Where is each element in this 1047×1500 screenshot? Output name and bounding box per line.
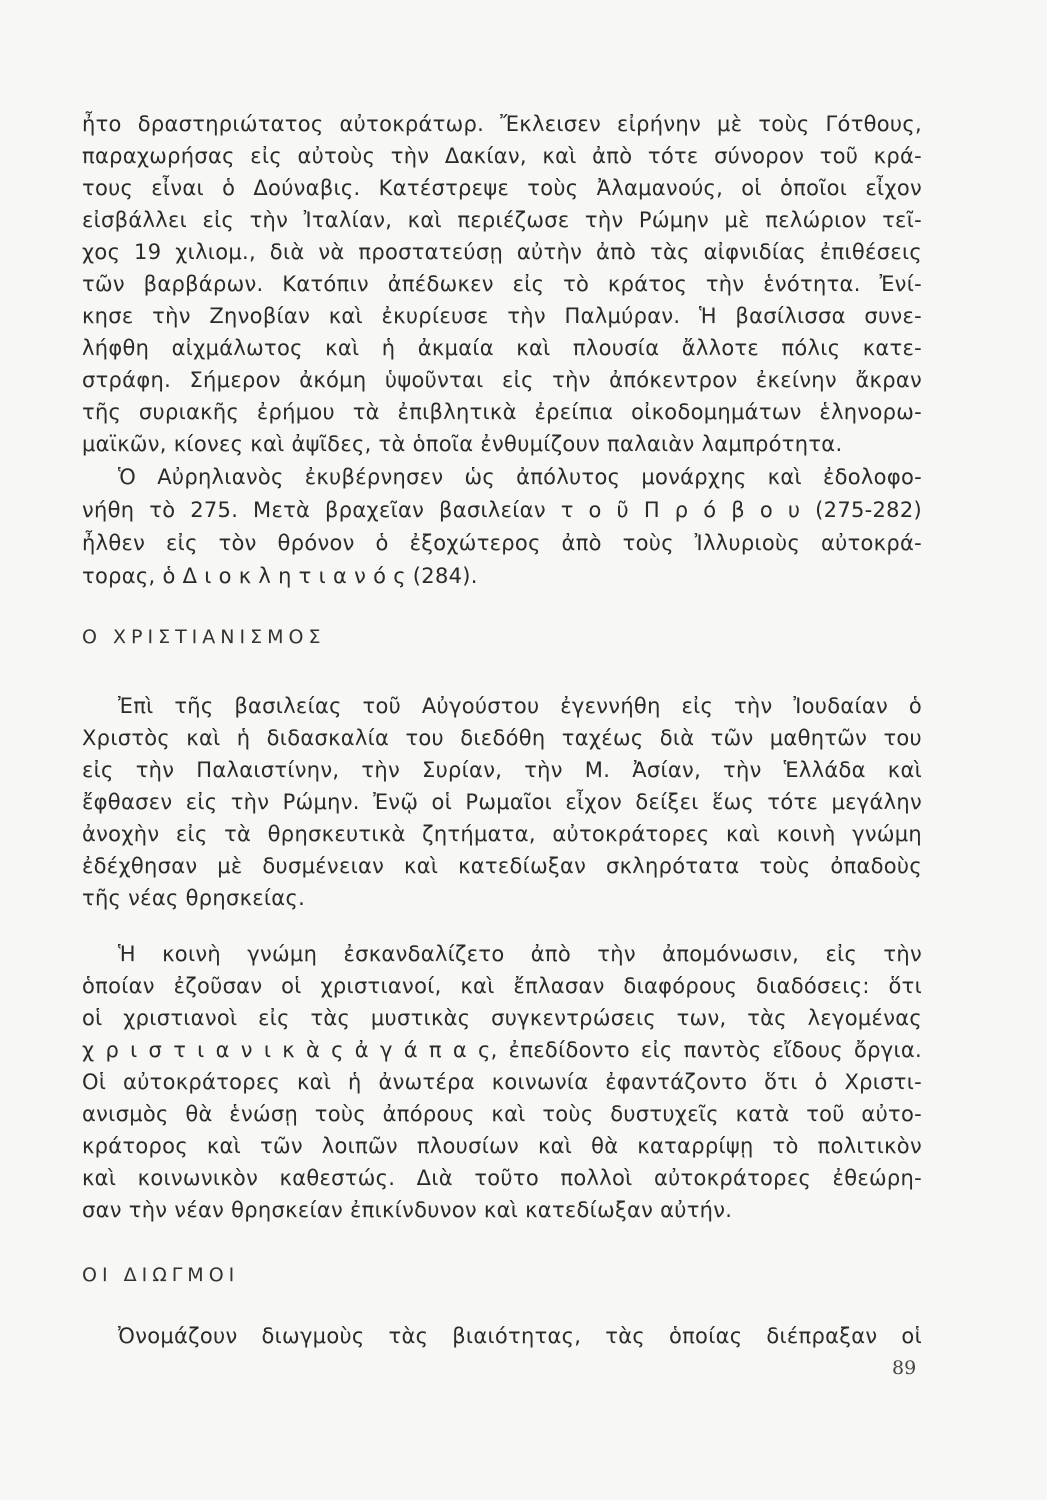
text-line: τους εἶναι ὁ Δούναβις. Κατέστρεψε τοὺς Ἀλαμανούς, οἱ ὁποῖοι εἶχον [82,176,922,200]
text-line: ανισμὸς θὰ ἑνώσῃ τοὺς ἀπόρους καὶ τοὺς δυστυχεῖς κατὰ τοῦ αὐτο- [82,1102,922,1126]
text-line: τῆς συριακῆς ἐρήμου τὰ ἐπιβλητικὰ ἐρείπια οἰκοδομημάτων ἑληνορω- [82,400,922,424]
text-line: χος 19 χιλιομ., διὰ νὰ προστατεύσῃ αὐτὴν ἀπὸ τὰς αἰφνιδίας ἐπιθέσεις [82,240,922,264]
text-line: χ ρ ι σ τ ι α ν ι κ ὰ ς ἀ γ ά π α ς, ἐπεδίδοντο εἰς παντὸς εἴδους ὄργια. [82,1038,922,1062]
text-line: Ἡ κοινὴ γνώμη ἐσκανδαλίζετο ἀπὸ τὴν ἀπομόνωσιν, εἰς τὴν [118,942,922,966]
text-line: κησε τὴν Ζηνοβίαν καὶ ἐκυρίευσε τὴν Παλμύραν. Ἡ βασίλισσα συνε- [82,304,922,328]
text-line: τορας, ὁ Δ ι ο κ λ η τ ι α ν ό ς (284). [82,564,478,588]
text-line: ἦλθεν εἰς τὸν θρόνον ὁ ἐξοχώτερος ἀπὸ τοὺς Ἰλλυριοὺς αὐτοκρά- [82,531,922,555]
text-line: κράτορος καὶ τῶν λοιπῶν πλουσίων καὶ θὰ καταρρίψῃ τὸ πολιτικὸν [82,1134,922,1158]
text-line: λήφθη αἰχμάλωτος καὶ ἡ ἀκμαία καὶ πλουσία ἄλλοτε πόλις κατε- [82,336,922,360]
page-number: 89 [892,1357,917,1379]
text-line: ὁποίαν ἐζοῦσαν οἱ χριστιανοί, καὶ ἔπλασαν διαφόρους διαδόσεις: ὅτι [82,974,922,998]
text-line: ἦτο δραστηριώτατος αὐτοκράτωρ. Ἔκλεισεν εἰρήνην μὲ τοὺς Γότθους, [82,112,922,136]
section-heading: Ο ΧΡΙΣΤΙΑΝΙΣΜΟΣ [82,626,326,648]
text-line: ἔφθασεν εἰς τὴν Ρώμην. Ἐνῷ οἱ Ρωμαῖοι εἶχον δείξει ἕως τότε μεγάλην [82,790,922,814]
text-line: νήθη τὸ 275. Μετὰ βραχεῖαν βασιλείαν τ ο ῦ Π ρ ό β ο υ (275-282) [82,498,922,522]
text-line: Ὁ Αὐρηλιανὸς ἐκυβέρνησεν ὡς ἀπόλυτος μονάρχης καὶ ἐδολοφο- [118,465,922,489]
text-line: Ὀνομάζουν διωγμοὺς τὰς βιαιότητας, τὰς ὁποίας διέπραξαν οἱ [118,1324,922,1348]
text-line: εἰσβάλλει εἰς τὴν Ἰταλίαν, καὶ περιέζωσε τὴν Ρώμην μὲ πελώριον τεῖ- [82,208,922,232]
text-line: τῆς νέας θρησκείας. [82,886,306,910]
text-line: παραχωρήσας εἰς αὐτοὺς τὴν Δακίαν, καὶ ἀπὸ τότε σύνορον τοῦ κρά- [82,144,922,168]
section-heading: ΟΙ ΔΙΩΓΜΟΙ [82,1264,240,1286]
text-line: καὶ κοινωνικὸν καθεστώς. Διὰ τοῦτο πολλοὶ αὐτοκράτορες ἐθεώρη- [82,1166,922,1190]
text-line: μαϊκῶν, κίονες καὶ ἀψῖδες, τὰ ὁποῖα ἐνθυμίζουν παλαιὰν λαμπρότητα. [82,432,843,456]
text-line: εἰς τὴν Παλαιστίνην, τὴν Συρίαν, τὴν Μ. Ἀσίαν, τὴν Ἑλλάδα καὶ [82,758,922,782]
text-line: ἀνοχὴν εἰς τὰ θρησκευτικὰ ζητήματα, αὐτοκράτορες καὶ κοινὴ γνώμη [82,822,922,846]
text-line: οἱ χριστιανοὶ εἰς τὰς μυστικὰς συγκεντρώσεις των, τὰς λεγομένας [82,1006,922,1030]
text-line: Οἱ αὐτοκράτορες καὶ ἡ ἀνωτέρα κοινωνία ἐφαντάζοντο ὅτι ὁ Χριστι- [82,1070,922,1094]
text-line: τῶν βαρβάρων. Κατόπιν ἀπέδωκεν εἰς τὸ κράτος τὴν ἑνότητα. Ἐνί- [82,272,922,296]
text-line: Χριστὸς καὶ ἡ διδασκαλία του διεδόθη ταχέως διὰ τῶν μαθητῶν του [82,726,922,750]
text-line: ἐδέχθησαν μὲ δυσμένειαν καὶ κατεδίωξαν σκληρότατα τοὺς ὀπαδοὺς [82,854,922,878]
text-line: σαν τὴν νέαν θρησκείαν ἐπικίνδυνον καὶ κατεδίωξαν αὐτήν. [82,1198,733,1222]
text-line: Ἐπὶ τῆς βασιλείας τοῦ Αὐγούστου ἐγεννήθη εἰς τὴν Ἰουδαίαν ὁ [118,694,922,718]
text-line: στράφη. Σήμερον ἀκόμη ὑψοῦνται εἰς τὴν ἀπόκεντρον ἐκείνην ἄκραν [82,368,922,392]
